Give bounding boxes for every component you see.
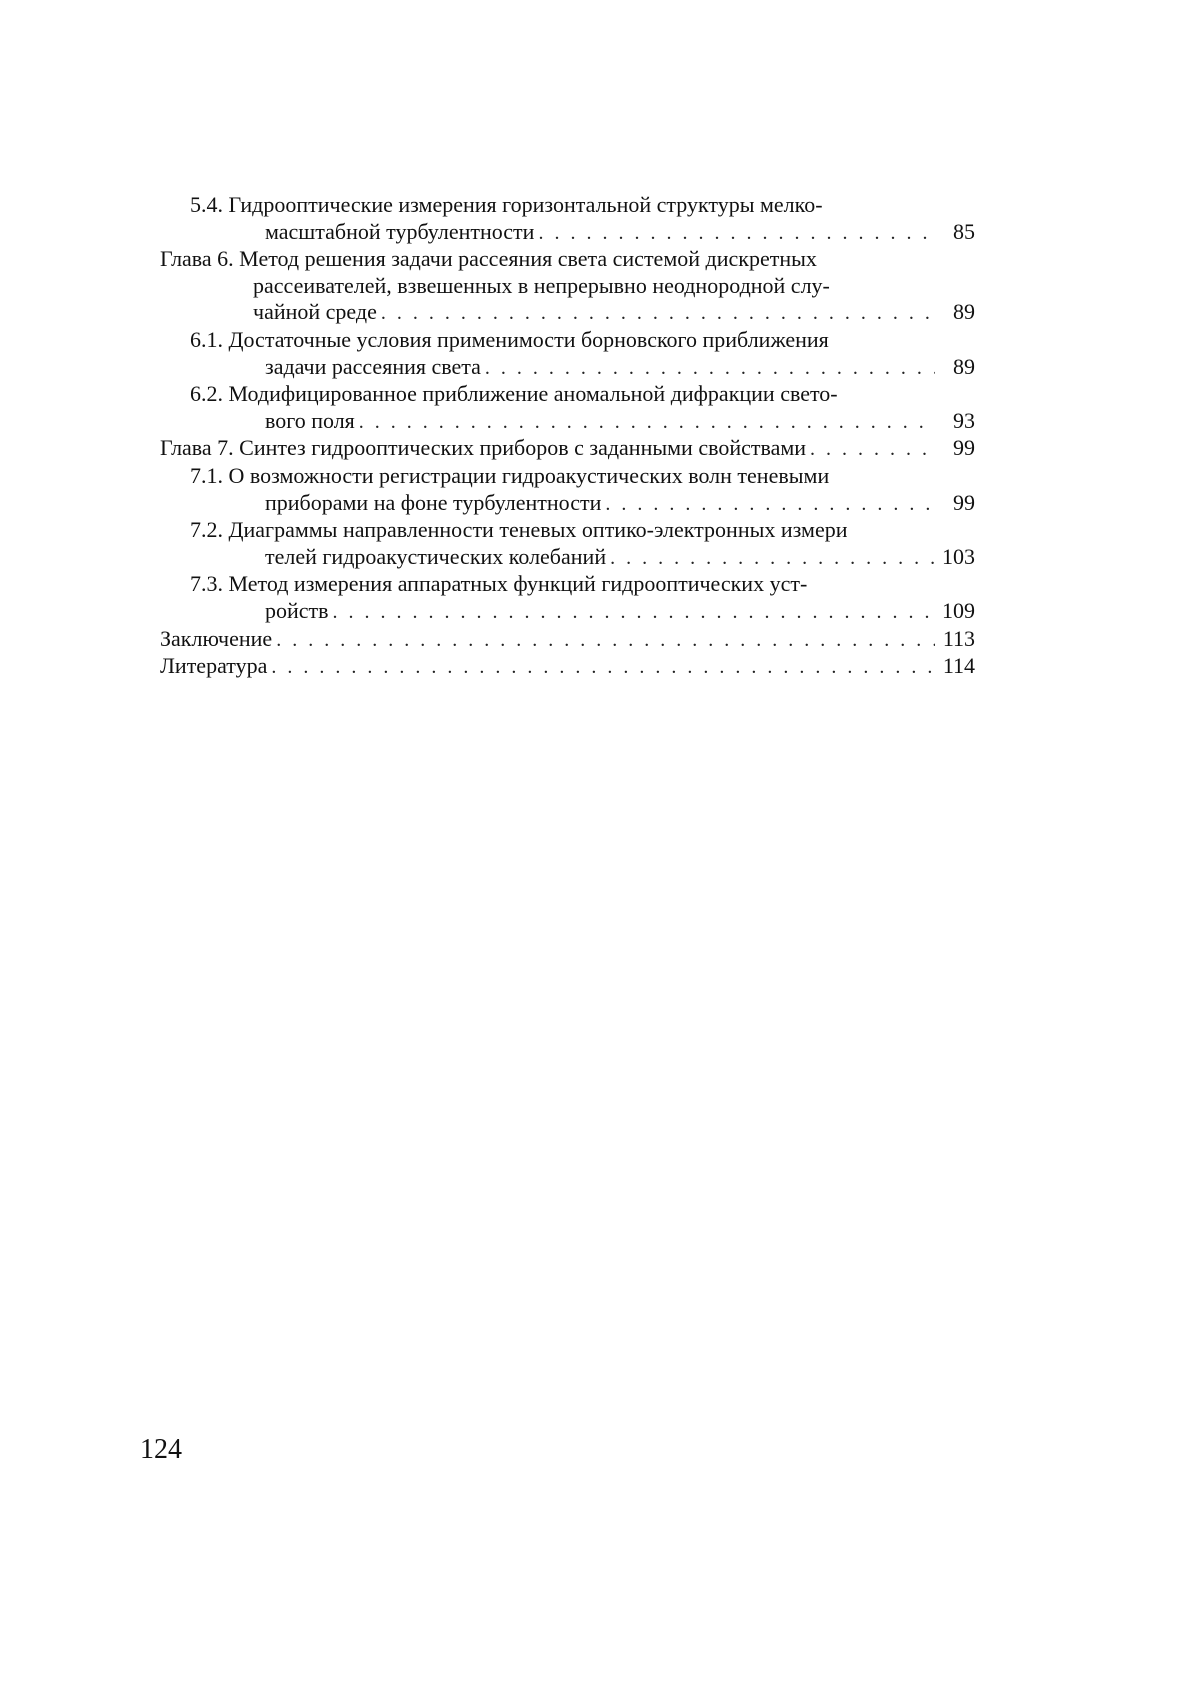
toc-entry-last-line (190, 598, 975, 626)
dot-leader (333, 599, 935, 626)
toc-page-number: 114 (942, 653, 975, 679)
toc-entry-title-end: телей гидроакустических колебаний (265, 543, 607, 569)
toc-entry-title-end: масштабной турбулентности (265, 218, 535, 244)
toc-entry-title: 7.3. Метод измерения аппаратных функций гидрооптических уст- (190, 571, 808, 597)
toc-entry-7-3[interactable] (160, 571, 975, 625)
toc-page-number: 113 (942, 625, 975, 651)
toc-entry-7-2[interactable] (160, 517, 975, 571)
toc-page-number: 99 (953, 489, 975, 515)
toc-entry-title: Глава 7. Синтез гидрооптических приборов с заданными свойствами (160, 435, 807, 461)
toc-entry-6-2[interactable] (160, 381, 975, 435)
dot-leader (610, 545, 935, 572)
toc-entry-title-end: задачи рассеяния света (265, 353, 481, 379)
toc-entry-title: Заключение (160, 625, 273, 651)
toc-page-number: 109 (942, 597, 975, 623)
dot-leader (605, 491, 935, 518)
dot-leader (538, 220, 935, 247)
toc-entry-title: 7.2. Диаграммы направленности теневых оптико-электронных измери (190, 517, 848, 543)
dot-leader (276, 627, 935, 654)
toc-entry-last-line (190, 490, 975, 518)
dot-leader (485, 355, 935, 382)
toc-entry-title-cont: рассеивателей, взвешенных в непрерывно неоднородной слу- (253, 272, 830, 298)
toc-entry-title: 5.4. Гидрооптические измерения горизонтальной структуры мелко- (190, 192, 823, 217)
toc-entry-conclusion[interactable] (160, 626, 975, 654)
toc-entry-last-line (160, 653, 975, 681)
dot-leader (359, 409, 935, 436)
toc-entry-last-line (190, 544, 975, 572)
toc-page-number: 93 (953, 407, 975, 433)
toc-page-number: 89 (953, 299, 975, 325)
toc-entry-title: 6.2. Модифицированное приближение аномальной дифракции свето- (190, 381, 838, 407)
toc-entry-chapter-6[interactable] (160, 246, 975, 327)
toc-entry-title: 6.1. Достаточные условия применимости борновского приближения (190, 326, 829, 352)
toc-entry-chapter-7[interactable] (160, 435, 975, 463)
dot-leader (381, 300, 935, 327)
toc-entry-last-line (160, 626, 975, 654)
toc-page-number: 103 (942, 543, 975, 569)
page-number: 124 (140, 1434, 182, 1465)
toc-entry-last-line (190, 354, 975, 382)
toc-entry-title-end: чайной среде (253, 299, 377, 325)
toc-page-number: 99 (953, 435, 975, 461)
toc-page-number: 85 (953, 218, 975, 244)
toc-entry-last-line (190, 219, 975, 247)
toc-entry-last-line (190, 408, 975, 436)
toc-entry-last-line (160, 299, 975, 327)
toc-entry-title: 7.1. О возможности регистрации гидроакустических волн теневыми (190, 462, 830, 488)
toc-entry-5-4[interactable] (160, 192, 975, 246)
toc-entry-title: Литература (160, 653, 268, 679)
toc-entry-6-1[interactable] (160, 327, 975, 381)
toc-entry-title-end: приборами на фоне турбулентности (265, 489, 602, 515)
toc-entry-title: Глава 6. Метод решения задачи рассеяния света системой дискретных (160, 246, 817, 272)
dot-leader (810, 436, 935, 463)
dot-leader (271, 654, 935, 681)
toc-entry-literature[interactable] (160, 653, 975, 681)
toc-page-number: 89 (953, 353, 975, 379)
toc-entry-7-1[interactable] (160, 463, 975, 517)
toc-entry-last-line (160, 435, 975, 463)
toc-entry-title-end: ройств (265, 597, 329, 623)
table-of-contents (160, 192, 975, 681)
toc-entry-title-end: вого поля (265, 407, 355, 433)
